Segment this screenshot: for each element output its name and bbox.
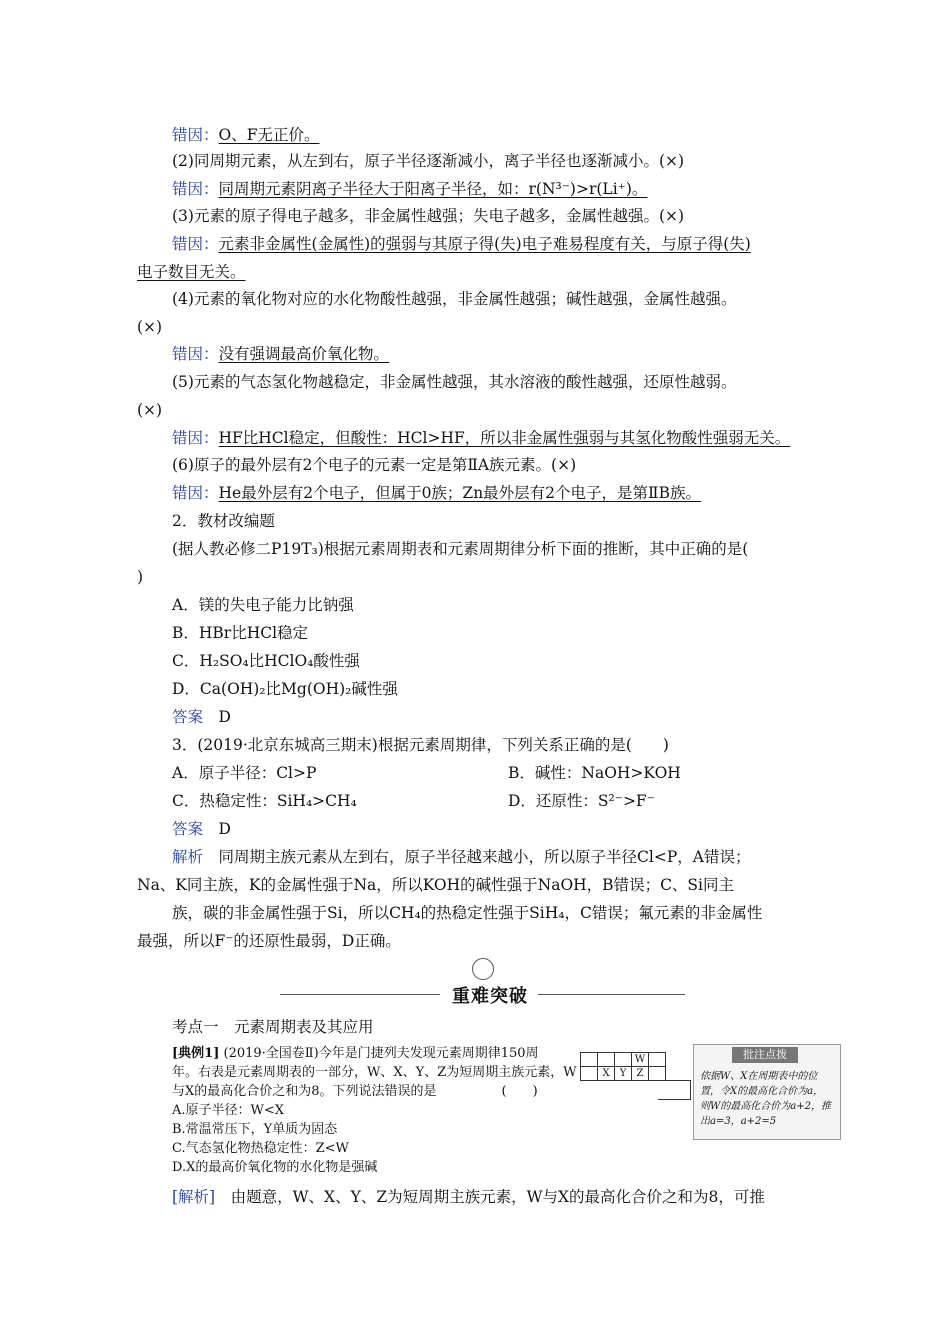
error-cause-line: 错因：没有强调最高价氧化物。 xyxy=(172,345,390,363)
statement-line: (3)元素的原子得电子越多，非金属性越强；失电子越多，金属性越强。(×) xyxy=(172,207,685,225)
error-cause-line: 错因：He最外层有2个电子，但属于0族；Zn最外层有2个电子，是第ⅡB族。 xyxy=(172,484,701,502)
divider-left xyxy=(280,994,440,995)
analysis-line: Na、K同主族，K的金属性强于Na，所以KOH的碱性强于NaOH，B错误；C、Si同主 xyxy=(137,876,735,894)
analysis-line: 最强，所以F⁻的还原性最弱，D正确。 xyxy=(137,932,401,950)
options-row: A．原子半径：Cl>P B．碱性：NaOH>KOH xyxy=(172,764,681,782)
error-cause-line: 错因：O、F无正价。 xyxy=(172,126,320,144)
question-number: 2．教材改编题 xyxy=(172,512,275,530)
example-row: A.原子半径：W<X xyxy=(172,1103,285,1118)
statement-line: (6)原子的最外层有2个电子的元素一定是第ⅡA族元素。(×) xyxy=(172,456,577,474)
error-cause-line: 错因：元素非金属性(金属性)的强弱与其原子得(失)电子难易程度有关，与原子得(失) xyxy=(172,235,751,253)
annotation-box xyxy=(693,1044,841,1140)
lightbulb-icon xyxy=(472,958,494,980)
option-b: B．HBr比HCl稳定 xyxy=(172,624,309,642)
statement-line: (4)元素的氧化物对应的水化物酸性越强，非金属性越强；碱性越强，金属性越强。 xyxy=(172,290,737,308)
question-stem: 3．(2019·北京东城高三期末)根据元素周期律，下列关系正确的是( ) xyxy=(172,736,669,754)
error-cause-line: 错因：HF比HCl稳定，但酸性：HCl>HF，所以非金属性强弱与其氢化物酸性强弱无关。 xyxy=(172,429,791,447)
analysis-line: 解析 同周期主族元素从左到右，原子半径越来越小，所以原子半径Cl<P，A错误； xyxy=(172,848,751,866)
option-c: C．H₂SO₄比HClO₄酸性强 xyxy=(172,652,360,670)
connector-bracket xyxy=(658,1080,691,1100)
answer-line: 答案 D xyxy=(172,820,231,838)
statement-line: (5)元素的气态氢化物越稳定，非金属性越强，其水溶液的酸性越强，还原性越弱。 xyxy=(172,373,737,391)
example-row: C.气态氢化物热稳定性：Z<W xyxy=(172,1141,349,1156)
statement-line: (2)同周期元素，从左到右，原子半径逐渐减小，离子半径也逐渐减小。(×) xyxy=(172,152,685,170)
statement-mark: (×) xyxy=(137,401,163,419)
example-row: 年。右表是元素周期表的一部分，W、X、Y、Z为短周期主族元素，W xyxy=(172,1065,577,1080)
example-row: D.X的最高价氧化物的水化物是强碱 xyxy=(172,1160,378,1175)
topic-heading: 考点一 元素周期表及其应用 xyxy=(172,1018,374,1036)
option-d: D．Ca(OH)₂比Mg(OH)₂碱性强 xyxy=(172,680,398,698)
error-cause-continuation: 电子数目无关。 xyxy=(137,263,246,281)
question-stem-end: ) xyxy=(137,568,144,586)
example-row: [典例1] (2019·全国卷Ⅱ)今年是门捷列夫发现元素周期律150周 xyxy=(172,1046,539,1061)
example-row: 与X的最高化合价之和为8。下列说法错误的是 ( ) xyxy=(172,1084,538,1099)
section-title: 重难突破 xyxy=(452,986,528,1007)
answer-line: 答案 D xyxy=(172,708,231,726)
analysis-line: 族，碳的非金属性强于Si，所以CH₄的热稳定性强于SiH₄，C错误；氟元素的非金属性 xyxy=(172,904,763,922)
annotation-header: 批注点拨 xyxy=(732,1047,798,1063)
error-cause-line: 错因：同周期元素阴离子半径大于阳离子半径，如：r(N³⁻)>r(Li⁺)。 xyxy=(172,180,648,198)
section-header xyxy=(280,978,685,1018)
options-row: C．热稳定性：SiH₄>CH₄ D．还原性：S²⁻>F⁻ xyxy=(172,792,655,810)
example-row: B.常温常压下，Y单质为固态 xyxy=(172,1122,338,1137)
divider-right xyxy=(538,994,685,995)
option-a: A．镁的失电子能力比钠强 xyxy=(172,596,354,614)
question-stem: (据人教必修二P19T₃)根据元素周期表和元素周期律分析下面的推断，其中正确的是( xyxy=(172,540,749,558)
statement-mark: (×) xyxy=(137,318,163,336)
periodic-table-fragment: W X Y Z xyxy=(580,1052,666,1081)
annotation-body: 依据W、X在周期表中的位置，令X的最高化合价为a，则W的最高化合价为a+2，推出a=3，a+2=5 xyxy=(700,1071,831,1127)
analysis-line: [解析] 由题意，W、X、Y、Z为短周期主族元素，W与X的最高化合价之和为8，可推 xyxy=(172,1188,765,1206)
